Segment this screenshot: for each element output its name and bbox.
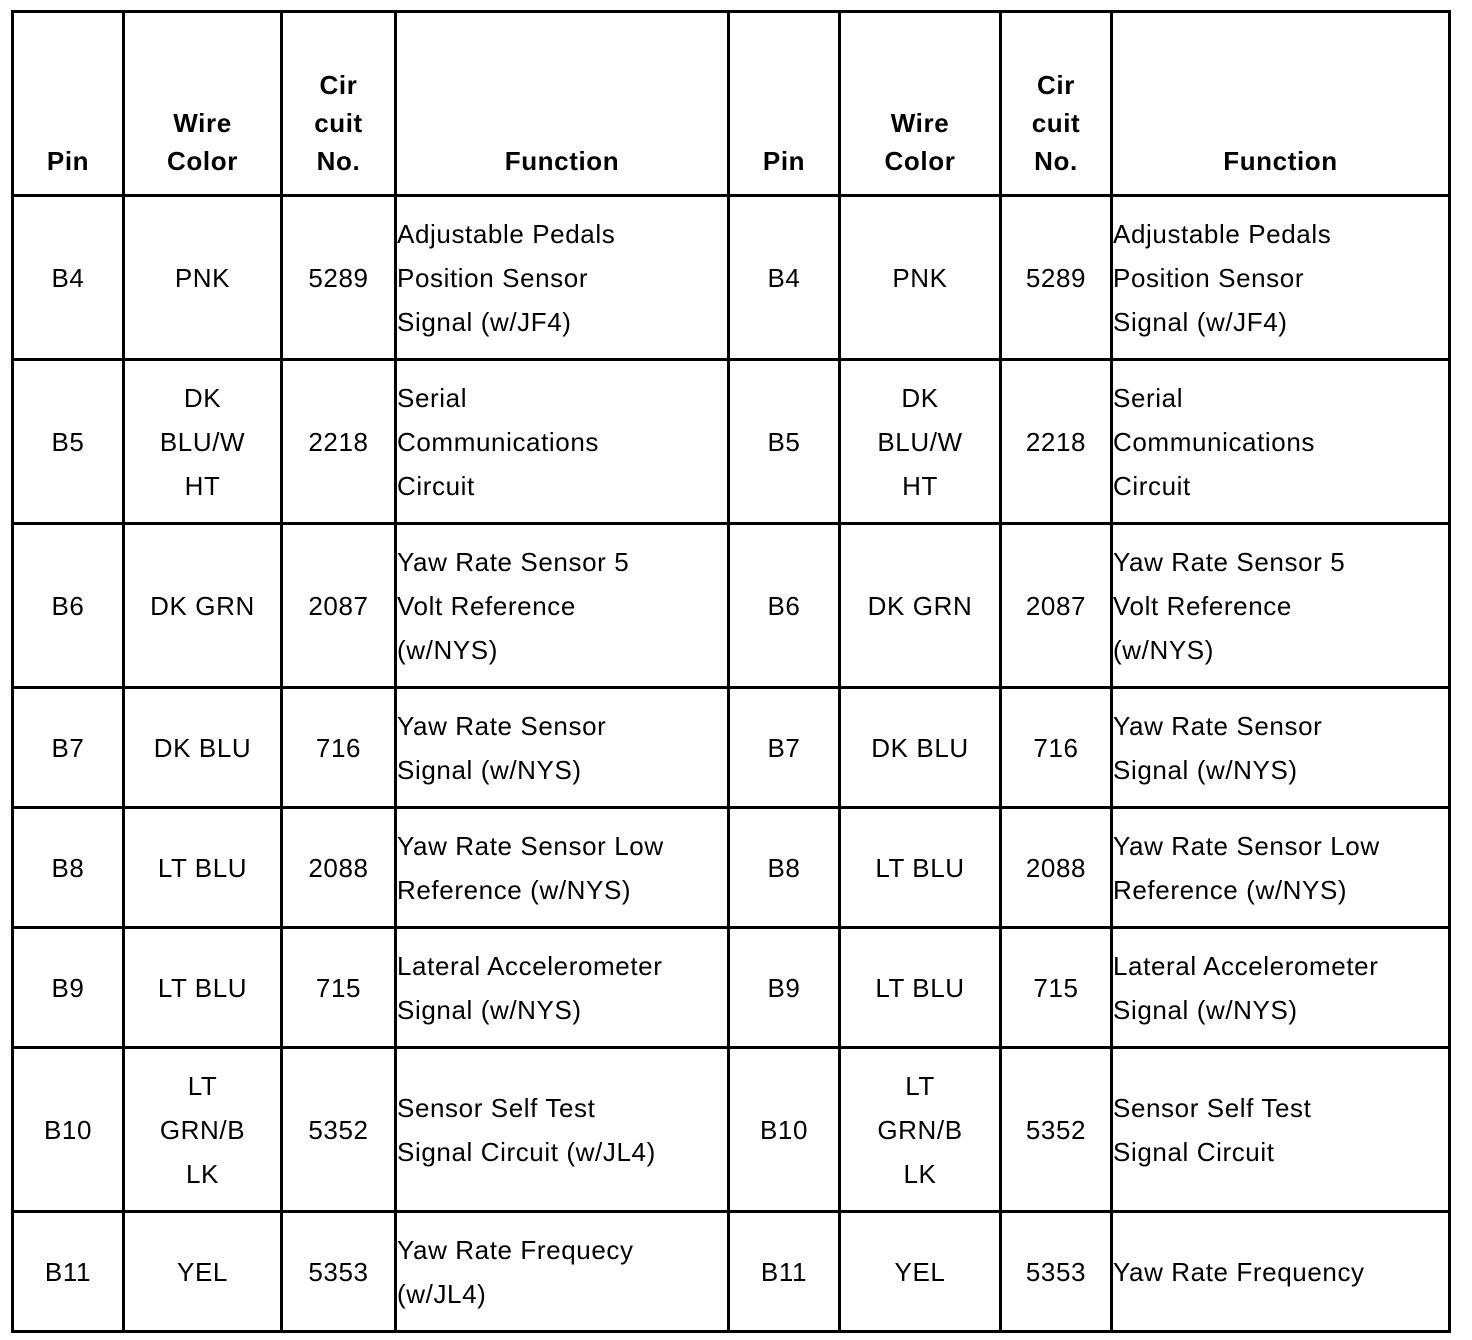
table-row: [13, 928, 1450, 1048]
function-line: Yaw Rate Sensor 5: [397, 546, 630, 577]
function-cell: [1112, 524, 1450, 688]
header-line: Wire: [173, 108, 232, 138]
circuit-number-cell: 715: [1001, 928, 1112, 1048]
wire-color-line: LT: [905, 1070, 935, 1101]
header-line: Color: [884, 146, 956, 176]
function-cell: [1112, 196, 1450, 360]
header-circuit-no-right: [1001, 12, 1112, 196]
function-line: Signal (w/NYS): [1113, 994, 1298, 1025]
wire-color-cell: [124, 196, 282, 360]
pin-cell: B7: [13, 688, 124, 808]
wire-color-cell: [840, 360, 1001, 524]
header-line: Function: [1223, 146, 1338, 176]
circuit-number-cell: 2088: [1001, 808, 1112, 928]
header-function-left: [396, 12, 729, 196]
function-line: Circuit: [397, 470, 475, 501]
header-line: No.: [316, 146, 361, 176]
wire-color-line: DK BLU: [153, 732, 252, 763]
wire-color-cell: [840, 196, 1001, 360]
function-cell: [396, 808, 729, 928]
header-line: Color: [167, 146, 238, 176]
function-line: Reference (w/NYS): [397, 874, 632, 905]
header-wire-color-left: [124, 12, 282, 196]
pin-cell: B10: [13, 1048, 124, 1212]
circuit-number-cell: 716: [282, 688, 396, 808]
function-line: Signal (w/JF4): [1113, 306, 1288, 337]
function-line: Communications: [397, 426, 600, 457]
wire-color-line: PNK: [892, 262, 948, 293]
function-cell: [1112, 808, 1450, 928]
function-line: Lateral Accelerometer: [1113, 950, 1379, 981]
function-line: (w/NYS): [397, 634, 498, 665]
wire-color-cell: [124, 808, 282, 928]
wire-color-line: LT BLU: [875, 852, 965, 883]
function-line: Position Sensor: [1113, 262, 1305, 293]
header-line: Wire: [890, 108, 950, 138]
function-line: Yaw Rate Sensor 5: [1113, 546, 1346, 577]
wire-color-line: GRN/B: [877, 1114, 963, 1145]
function-cell: [396, 1212, 729, 1332]
header-line: Function: [504, 146, 620, 176]
table-row: [13, 196, 1450, 360]
table-row: [13, 360, 1450, 524]
wire-color-line: LK: [903, 1158, 937, 1189]
wire-color-cell: [840, 928, 1001, 1048]
circuit-number-cell: 2087: [1001, 524, 1112, 688]
wire-color-line: HT: [902, 470, 938, 501]
table-row: [13, 1048, 1450, 1212]
function-line: Reference (w/NYS): [1113, 874, 1348, 905]
wire-color-cell: [124, 524, 282, 688]
wire-color-cell: [124, 688, 282, 808]
function-line: Lateral Accelerometer: [397, 950, 663, 981]
function-cell: [396, 688, 729, 808]
circuit-number-cell: 2088: [282, 808, 396, 928]
header-circuit-no-left: [282, 12, 396, 196]
header-row: [13, 12, 1450, 196]
function-line: Sensor Self Test: [1113, 1092, 1312, 1123]
wire-color-cell: [124, 1212, 282, 1332]
wire-color-line: DK GRN: [150, 590, 255, 621]
wire-color-line: YEL: [177, 1256, 228, 1287]
header-function-right: [1112, 12, 1450, 196]
pin-cell: B8: [13, 808, 124, 928]
pin-cell: B6: [13, 524, 124, 688]
table-row: [13, 1212, 1450, 1332]
header-line: No.: [1034, 146, 1078, 176]
function-cell: [396, 196, 729, 360]
pin-cell: B5: [13, 360, 124, 524]
function-line: Yaw Rate Sensor: [397, 710, 607, 741]
pin-cell: B10: [729, 1048, 840, 1212]
function-cell: [1112, 928, 1450, 1048]
function-line: Signal (w/JF4): [397, 306, 572, 337]
table-row: [13, 524, 1450, 688]
table-row: [13, 808, 1450, 928]
circuit-number-cell: 5289: [1001, 196, 1112, 360]
circuit-number-cell: 5353: [282, 1212, 396, 1332]
header-line: Pin: [46, 146, 90, 176]
wire-color-line: PNK: [174, 262, 231, 293]
function-cell: [396, 524, 729, 688]
function-line: Volt Reference: [397, 590, 576, 621]
pin-cell: B6: [729, 524, 840, 688]
function-line: Adjustable Pedals: [1113, 218, 1332, 249]
function-cell: [396, 928, 729, 1048]
header-line: cuit: [314, 108, 363, 138]
wire-color-line: LT BLU: [875, 972, 965, 1003]
circuit-number-cell: 2218: [282, 360, 396, 524]
header-pin-right: [729, 12, 840, 196]
function-line: Yaw Rate Sensor Low: [397, 830, 664, 861]
circuit-number-cell: 715: [282, 928, 396, 1048]
function-cell: [396, 1048, 729, 1212]
header-wire-color-right: [840, 12, 1001, 196]
function-line: Signal Circuit (w/JL4): [397, 1136, 656, 1167]
pin-cell: B7: [729, 688, 840, 808]
pin-cell: B4: [13, 196, 124, 360]
function-line: Serial: [397, 382, 468, 413]
circuit-number-cell: 5352: [282, 1048, 396, 1212]
wire-color-line: GRN/B: [159, 1114, 246, 1145]
function-line: Communications: [1113, 426, 1316, 457]
function-line: Circuit: [1113, 470, 1191, 501]
function-line: Yaw Rate Frequecy: [397, 1234, 634, 1265]
circuit-number-cell: 5353: [1001, 1212, 1112, 1332]
function-cell: [396, 360, 729, 524]
function-cell: [1112, 1048, 1450, 1212]
pin-cell: B5: [729, 360, 840, 524]
function-line: Serial: [1113, 382, 1184, 413]
wire-color-cell: [124, 928, 282, 1048]
pin-cell: B4: [729, 196, 840, 360]
wire-color-line: LT BLU: [157, 852, 248, 883]
circuit-number-cell: 5289: [282, 196, 396, 360]
table-body: [13, 196, 1450, 1332]
function-cell: [1112, 360, 1450, 524]
function-line: Volt Reference: [1113, 590, 1292, 621]
wire-color-cell: [840, 688, 1001, 808]
function-cell: [1112, 688, 1450, 808]
function-line: Signal (w/NYS): [397, 754, 582, 785]
wire-color-line: DK: [183, 382, 222, 413]
pin-cell: B11: [729, 1212, 840, 1332]
header-line: Cir: [1037, 70, 1075, 100]
circuit-number-cell: 716: [1001, 688, 1112, 808]
wire-color-line: DK: [901, 382, 939, 413]
function-cell: [1112, 1212, 1450, 1332]
circuit-number-cell: 2218: [1001, 360, 1112, 524]
circuit-number-cell: 2087: [282, 524, 396, 688]
wire-color-line: DK GRN: [867, 590, 973, 621]
wire-color-line: LT BLU: [157, 972, 248, 1003]
function-line: Signal (w/NYS): [1113, 754, 1298, 785]
function-line: (w/NYS): [1113, 634, 1214, 665]
function-line: Sensor Self Test: [397, 1092, 596, 1123]
function-line: Yaw Rate Sensor: [1113, 710, 1323, 741]
pin-cell: B9: [729, 928, 840, 1048]
connector-pin-table: [11, 10, 1451, 1333]
function-line: Yaw Rate Frequency: [1113, 1256, 1365, 1287]
wire-color-line: HT: [184, 470, 221, 501]
wire-color-cell: [840, 1048, 1001, 1212]
pin-cell: B11: [13, 1212, 124, 1332]
header-pin-left: [13, 12, 124, 196]
function-line: (w/JL4): [397, 1278, 487, 1309]
function-line: Position Sensor: [397, 262, 589, 293]
header-line: cuit: [1031, 108, 1081, 138]
pin-cell: B9: [13, 928, 124, 1048]
function-line: Adjustable Pedals: [397, 218, 616, 249]
wire-color-cell: [840, 1212, 1001, 1332]
table-row: [13, 688, 1450, 808]
wire-color-cell: [840, 808, 1001, 928]
function-line: Signal (w/NYS): [397, 994, 582, 1025]
wire-color-line: BLU/W: [159, 426, 246, 457]
function-line: Yaw Rate Sensor Low: [1113, 830, 1380, 861]
header-line: Cir: [319, 70, 358, 100]
wire-color-line: LK: [185, 1158, 219, 1189]
wire-color-line: YEL: [894, 1256, 946, 1287]
pin-cell: B8: [729, 808, 840, 928]
wire-color-cell: [124, 1048, 282, 1212]
wire-color-cell: [840, 524, 1001, 688]
function-line: Signal Circuit: [1113, 1136, 1275, 1167]
wire-color-line: DK BLU: [871, 732, 969, 763]
circuit-number-cell: 5352: [1001, 1048, 1112, 1212]
header-line: Pin: [762, 146, 806, 176]
wire-color-cell: [124, 360, 282, 524]
wire-color-line: BLU/W: [877, 426, 963, 457]
wire-color-line: LT: [187, 1070, 218, 1101]
